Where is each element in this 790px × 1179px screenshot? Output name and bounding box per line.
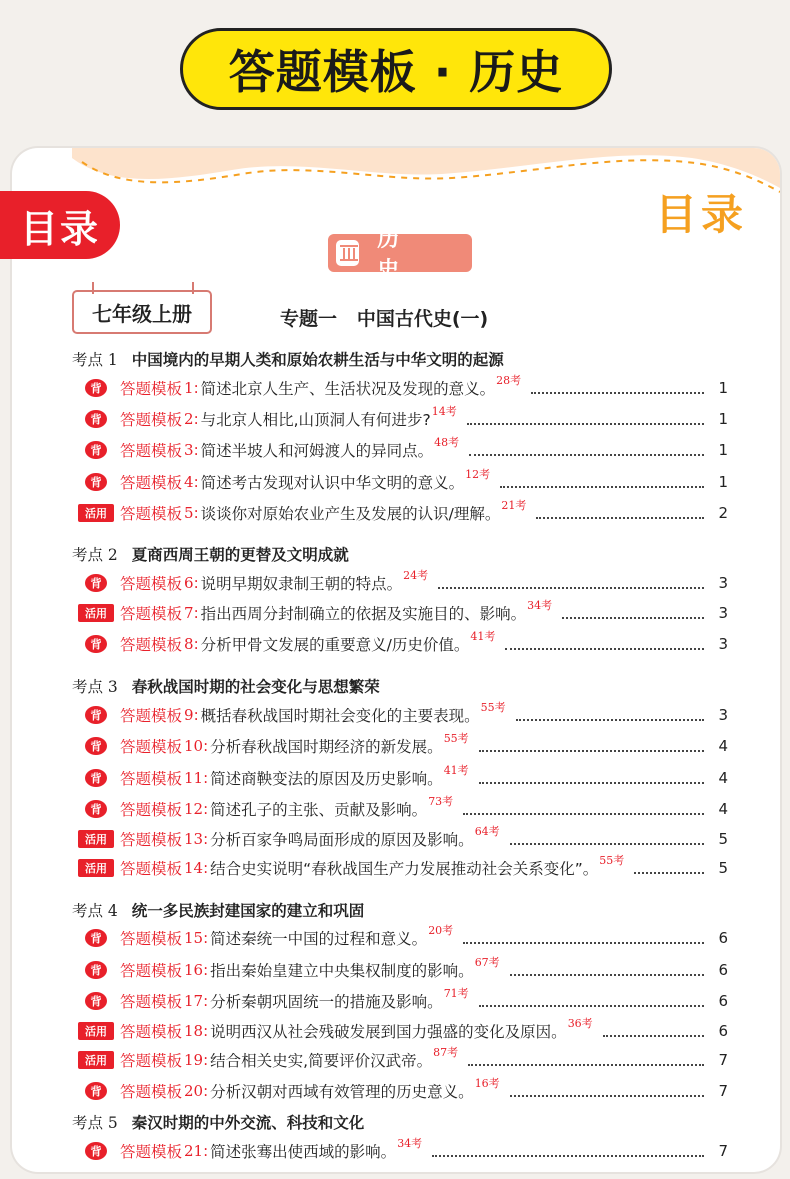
entry-text: 说明西汉从社会残破发展到国力强盛的变化及原因。	[210, 1023, 567, 1041]
memorize-tag: 背	[85, 473, 107, 491]
dot-leader	[603, 1025, 704, 1037]
toc-entry[interactable]: 背 答题模板 6 : 说明早期奴隶制王朝的特点。 24考 3	[78, 571, 728, 595]
section-title: 统一多民族封建国家的建立和巩固	[131, 902, 365, 920]
memorize-tag: 背	[85, 1082, 107, 1100]
entry-text: 谈谈你对原始农业产生及发展的认识/理解。	[200, 505, 501, 523]
memorize-tag: 背	[85, 992, 107, 1010]
apply-tag: 活用	[78, 1022, 114, 1040]
page-number: 1	[718, 473, 728, 491]
banner-title: 答题模板 · 历史	[228, 45, 564, 99]
memorize-tag: 背	[85, 635, 107, 653]
section-heading	[72, 543, 349, 565]
toc-entry[interactable]: 背 答题模板 4 : 简述考古发现对认识中华文明的意义。 12考 1	[78, 470, 728, 494]
page-number: 6	[718, 929, 728, 947]
toc-entry[interactable]: 背 答题模板 8 : 分析甲骨文发展的重要意义/历史价值。 41考 3	[78, 632, 728, 656]
memorize-tag: 背	[85, 574, 107, 592]
memorize-tag: 背	[85, 961, 107, 979]
toc-entry[interactable]: 背 答题模板 9 : 概括春秋战国时期社会变化的主要表现。 55考 3	[78, 703, 728, 727]
template-number: 6	[184, 574, 194, 592]
page-number: 7	[718, 1142, 728, 1160]
section-label: 考点 1	[72, 351, 118, 369]
entry-text: 分析春秋战国时期经济的新发展。	[210, 738, 443, 756]
dot-leader	[536, 507, 704, 519]
template-word: 答题模板	[120, 860, 183, 878]
memorize-tag: 背	[85, 441, 107, 459]
exam-count: 34考	[397, 1137, 423, 1150]
dot-leader	[463, 932, 704, 944]
toc-entry[interactable]: 背 答题模板 21 : 简述张骞出使西域的影响。 34考 7	[78, 1139, 728, 1163]
template-word: 答题模板	[120, 738, 183, 756]
page-number: 1	[718, 379, 728, 397]
toc-entry[interactable]: 背 答题模板 10 : 分析春秋战国时期经济的新发展。 55考 4	[78, 734, 728, 758]
template-word: 答题模板	[120, 442, 183, 460]
toc-entry[interactable]: 活用 答题模板 5 : 谈谈你对原始农业产生及发展的认识/理解。 21考 2	[78, 501, 728, 525]
page-number: 6	[718, 1022, 728, 1040]
template-number: 21	[184, 1142, 204, 1160]
subject-badge	[328, 227, 472, 283]
template-number: 17	[184, 992, 204, 1010]
apply-tag: 活用	[78, 604, 114, 622]
exam-count: 55考	[599, 854, 625, 867]
entry-text: 与北京人相比,山顶洞人有何进步?	[200, 411, 431, 429]
page-number: 4	[718, 800, 728, 818]
title-banner	[180, 28, 612, 110]
exam-count: 67考	[474, 956, 500, 969]
template-word: 答题模板	[120, 575, 183, 593]
memorize-tag: 背	[85, 706, 107, 724]
memorize-tag: 背	[85, 410, 107, 428]
toc-entry[interactable]: 背 答题模板 11 : 简述商鞅变法的原因及历史影响。 41考 4	[78, 766, 728, 790]
entry-text: 分析甲骨文发展的重要意义/历史价值。	[200, 636, 470, 654]
exam-count: 36考	[567, 1017, 593, 1030]
template-word: 答题模板	[120, 930, 183, 948]
dot-leader	[500, 476, 704, 488]
page-number: 6	[718, 992, 728, 1010]
dot-leader	[516, 709, 704, 721]
template-word: 答题模板	[120, 636, 183, 654]
exam-count: 55考	[443, 732, 469, 745]
exam-count: 28考	[496, 374, 522, 387]
dot-leader	[479, 772, 704, 784]
section-title: 春秋战国时期的社会变化与思想繁荣	[131, 678, 380, 696]
dot-leader	[479, 740, 704, 752]
subject-label: 历 史	[377, 227, 418, 283]
template-number: 10	[184, 737, 204, 755]
toc-entry[interactable]: 背 答题模板 15 : 简述秦统一中国的过程和意义。 20考 6	[78, 926, 728, 950]
template-word: 答题模板	[120, 505, 183, 523]
exam-count: 20考	[428, 924, 454, 937]
dot-leader	[469, 444, 704, 456]
template-number: 12	[184, 800, 204, 818]
section-heading	[72, 675, 380, 697]
exam-count: 12考	[465, 468, 491, 481]
apply-tag: 活用	[78, 504, 114, 522]
entry-text: 简述考古发现对认识中华文明的意义。	[200, 474, 465, 492]
exam-count: 41考	[443, 764, 469, 777]
page-number: 2	[718, 504, 728, 522]
page-number: 3	[718, 604, 728, 622]
page-number: 1	[718, 441, 728, 459]
page-number: 3	[718, 574, 728, 592]
dot-leader	[463, 803, 704, 815]
section-label: 考点 5	[72, 1114, 118, 1132]
section-title: 夏商西周王朝的更替及文明成就	[131, 546, 349, 564]
toc-entry[interactable]: 活用 答题模板 7 : 指出西周分封制确立的依据及实施目的、影响。 34考 3	[78, 601, 728, 625]
dot-leader	[531, 382, 704, 394]
template-word: 答题模板	[120, 770, 183, 788]
apply-tag: 活用	[78, 1051, 114, 1069]
entry-text: 简述半坡人和河姆渡人的异同点。	[200, 442, 434, 460]
template-word: 答题模板	[120, 474, 183, 492]
apply-tag: 活用	[78, 859, 114, 877]
exam-count: 14考	[431, 405, 457, 418]
entry-text: 指出秦始皇建立中央集权制度的影响。	[210, 962, 474, 980]
memorize-tag: 背	[85, 737, 107, 755]
exam-count: 73考	[428, 795, 454, 808]
page-number: 1	[718, 410, 728, 428]
page-number: 6	[718, 961, 728, 979]
toc-entry[interactable]: 背 答题模板 20 : 分析汉朝对西域有效管理的历史意义。 16考 7	[78, 1079, 728, 1103]
book-icon	[336, 240, 359, 266]
entry-text: 简述秦统一中国的过程和意义。	[210, 930, 428, 948]
section-heading	[72, 899, 364, 921]
mulu-heading-decor: 目录	[655, 190, 748, 239]
section-heading	[72, 1111, 364, 1133]
template-number: 16	[184, 961, 204, 979]
template-word: 答题模板	[120, 1143, 183, 1161]
entry-text: 简述孔子的主张、贡献及影响。	[210, 801, 428, 819]
dot-leader	[505, 638, 704, 650]
memorize-tag: 背	[85, 769, 107, 787]
exam-count: 16考	[474, 1077, 500, 1090]
exam-count: 55考	[480, 701, 506, 714]
template-number: 4	[184, 473, 194, 491]
toc-entry[interactable]: 背 答题模板 17 : 分析秦朝巩固统一的措施及影响。 71考 6	[78, 989, 728, 1013]
entry-text: 简述北京人生产、生活状况及发现的意义。	[200, 380, 496, 398]
entry-text: 说明早期奴隶制王朝的特点。	[200, 575, 403, 593]
grade-label-box	[72, 290, 212, 334]
toc-entry[interactable]: 背 答题模板 3 : 简述半坡人和河姆渡人的异同点。 48考 1	[78, 438, 728, 462]
toc-entry[interactable]: 活用 答题模板 14 : 结合史实说明“春秋战国生产力发展推动社会关系变化”。 55考 5	[78, 856, 728, 880]
section-label: 考点 3	[72, 678, 118, 696]
entry-text: 指出西周分封制确立的依据及实施目的、影响。	[200, 605, 527, 623]
template-number: 8	[184, 635, 194, 653]
page-number: 5	[718, 859, 728, 877]
exam-count: 34考	[527, 599, 553, 612]
toc-entry[interactable]: 背 答题模板 1 : 简述北京人生产、生活状况及发现的意义。 28考 1	[78, 376, 728, 400]
toc-entry[interactable]: 背 答题模板 16 : 指出秦始皇建立中央集权制度的影响。 67考 6	[78, 958, 728, 982]
mulu-tab	[0, 191, 120, 259]
toc-entry[interactable]: 活用 答题模板 19 : 结合相关史实,简要评价汉武帝。 87考 7	[78, 1048, 728, 1072]
dot-leader	[634, 862, 704, 874]
template-number: 3	[184, 441, 194, 459]
exam-count: 64考	[474, 825, 500, 838]
dot-leader	[438, 577, 704, 589]
entry-text: 结合史实说明“春秋战国生产力发展推动社会关系变化”。	[210, 860, 599, 878]
template-word: 答题模板	[120, 605, 183, 623]
entry-text: 分析汉朝对西域有效管理的历史意义。	[210, 1083, 474, 1101]
memorize-tag: 背	[85, 1142, 107, 1160]
dot-leader	[510, 964, 704, 976]
entry-text: 结合相关史实,简要评价汉武帝。	[210, 1052, 433, 1070]
section-heading	[72, 348, 504, 370]
template-word: 答题模板	[120, 1023, 183, 1041]
template-number: 13	[184, 830, 204, 848]
exam-count: 41考	[470, 630, 496, 643]
dot-leader	[479, 995, 704, 1007]
template-word: 答题模板	[120, 993, 183, 1011]
mulu-tab-label: 目录	[19, 206, 100, 251]
template-word: 答题模板	[120, 411, 183, 429]
topic-title: 专题一 中国古代史(一)	[280, 308, 489, 330]
dot-leader	[562, 607, 704, 619]
exam-count: 87考	[433, 1046, 459, 1059]
page-number: 4	[718, 769, 728, 787]
section-title: 秦汉时期的中外交流、科技和文化	[131, 1114, 365, 1132]
page-number: 5	[718, 830, 728, 848]
dot-leader	[510, 833, 704, 845]
memorize-tag: 背	[85, 379, 107, 397]
entry-text: 简述张骞出使西域的影响。	[210, 1143, 397, 1161]
page-number: 3	[718, 635, 728, 653]
template-word: 答题模板	[120, 831, 183, 849]
entry-text: 简述商鞅变法的原因及历史影响。	[210, 770, 443, 788]
template-number: 15	[184, 929, 204, 947]
entry-text: 分析百家争鸣局面形成的原因及影响。	[210, 831, 474, 849]
dot-leader	[467, 413, 704, 425]
exam-count: 48考	[434, 436, 460, 449]
dot-leader	[468, 1054, 704, 1066]
page-number: 7	[718, 1051, 728, 1069]
toc-entry[interactable]: 活用 答题模板 18 : 说明西汉从社会残破发展到国力强盛的变化及原因。 36考 6	[78, 1019, 728, 1043]
template-number: 9	[184, 706, 194, 724]
memorize-tag: 背	[85, 800, 107, 818]
apply-tag: 活用	[78, 830, 114, 848]
template-number: 1	[184, 379, 194, 397]
template-word: 答题模板	[120, 1083, 183, 1101]
template-word: 答题模板	[120, 962, 183, 980]
section-label: 考点 4	[72, 902, 118, 920]
template-number: 14	[184, 859, 204, 877]
entry-text: 概括春秋战国时期社会变化的主要表现。	[200, 707, 480, 725]
section-title: 中国境内的早期人类和原始农耕生活与中华文明的起源	[131, 351, 504, 369]
template-word: 答题模板	[120, 380, 183, 398]
template-number: 18	[184, 1022, 204, 1040]
template-number: 19	[184, 1051, 204, 1069]
template-number: 5	[184, 504, 194, 522]
template-number: 20	[184, 1082, 204, 1100]
template-word: 答题模板	[120, 707, 183, 725]
template-number: 11	[184, 769, 204, 787]
exam-count: 24考	[403, 569, 429, 582]
exam-count: 71考	[443, 987, 469, 1000]
grade-label: 七年级上册	[92, 301, 192, 326]
template-word: 答题模板	[120, 1052, 183, 1070]
exam-count: 21考	[501, 499, 527, 512]
toc-entry[interactable]: 背 答题模板 12 : 简述孔子的主张、贡献及影响。 73考 4	[78, 797, 728, 821]
section-label: 考点 2	[72, 546, 118, 564]
page-number: 7	[718, 1082, 728, 1100]
memorize-tag: 背	[85, 929, 107, 947]
toc-entry[interactable]: 背 答题模板 2 : 与北京人相比,山顶洞人有何进步? 14考 1	[78, 407, 728, 431]
entry-text: 分析秦朝巩固统一的措施及影响。	[210, 993, 443, 1011]
dot-leader	[432, 1145, 704, 1157]
page-number: 3	[718, 706, 728, 724]
template-number: 7	[184, 604, 194, 622]
page-number: 4	[718, 737, 728, 755]
template-number: 2	[184, 410, 194, 428]
template-word: 答题模板	[120, 801, 183, 819]
dot-leader	[510, 1085, 704, 1097]
toc-entry[interactable]: 活用 答题模板 13 : 分析百家争鸣局面形成的原因及影响。 64考 5	[78, 827, 728, 851]
